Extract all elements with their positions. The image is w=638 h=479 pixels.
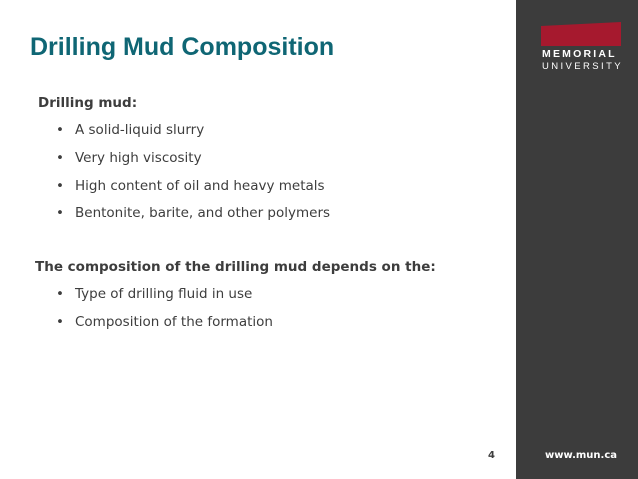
section-heading-drilling-mud: Drilling mud:: [38, 95, 138, 111]
website-url: www.mun.ca: [545, 450, 618, 461]
bullet-icon: •: [56, 205, 64, 221]
bullet-text: Bentonite, barite, and other polymers: [75, 205, 331, 221]
bullet-item: [56, 177, 325, 195]
logo-mark-icon: [541, 22, 621, 46]
bullet-text: Composition of the formation: [75, 314, 273, 330]
bullet-icon: •: [56, 286, 64, 302]
bullet-icon: •: [56, 150, 64, 166]
slide-title: Drilling Mud Composition: [30, 33, 335, 61]
bullet-item: [56, 204, 330, 222]
bullet-item: [56, 285, 252, 303]
bullet-item: [56, 121, 204, 139]
bullet-icon: •: [56, 122, 64, 138]
bullet-item: [56, 313, 273, 331]
bullet-item: [56, 149, 202, 167]
memorial-university-logo: [541, 22, 624, 74]
bullet-icon: •: [56, 178, 64, 194]
logo-wordmark-memorial: MEMORIAL: [542, 48, 617, 60]
logo-wordmark-university: UNIVERSITY: [542, 61, 624, 72]
page-number: 4: [488, 450, 495, 461]
section-heading-composition-depends: The composition of the drilling mud depends on the:: [35, 259, 436, 275]
bullet-text: Type of drilling fluid in use: [75, 286, 253, 302]
bullet-text: High content of oil and heavy metals: [75, 178, 325, 194]
bullet-icon: •: [56, 314, 64, 330]
bullet-text: Very high viscosity: [75, 150, 202, 166]
bullet-text: A solid-liquid slurry: [75, 122, 205, 138]
